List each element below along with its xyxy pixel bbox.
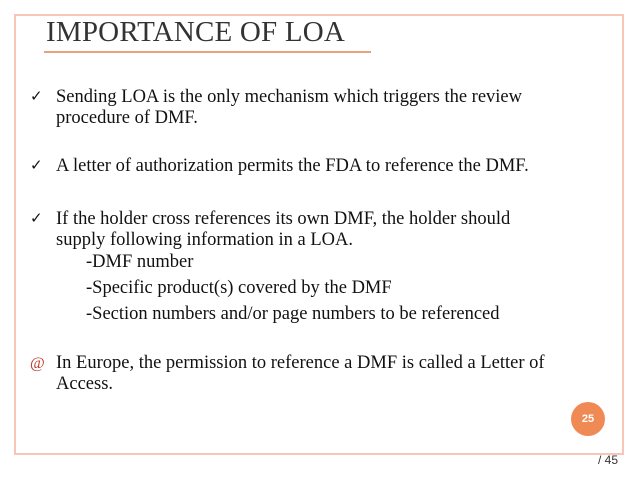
checkmark-icon: ✓	[30, 211, 43, 227]
sub-item-dmf-number: -DMF number	[86, 252, 194, 272]
sub-item-specific-products: -Specific product(s) covered by the DMF	[86, 278, 392, 298]
bullet-2-line-1: A letter of authorization permits the FDA to reference the DMF.	[56, 156, 529, 176]
sub-item-section-numbers: -Section numbers and/or page numbers to be referenced	[86, 304, 500, 324]
bullet-1-line-2: procedure of DMF.	[56, 108, 198, 128]
bullet-3-line-2: supply following information in a LOA.	[56, 230, 353, 250]
title-underline	[44, 51, 371, 53]
checkmark-icon: ✓	[30, 158, 43, 174]
bullet-4-line-1: In Europe, the permission to reference a DMF is called a Letter of	[56, 353, 545, 373]
swirl-bullet-icon: @	[30, 355, 45, 372]
checkmark-icon: ✓	[30, 89, 43, 105]
bullet-3-line-1: If the holder cross references its own DMF, the holder should	[56, 209, 511, 229]
slide-number-badge: 25	[571, 402, 605, 436]
bullet-1-line-1: Sending LOA is the only mechanism which triggers the review	[56, 87, 523, 107]
bullet-4-line-2: Access.	[56, 374, 114, 394]
slide-title: IMPORTANCE OF LOA	[46, 16, 346, 48]
page-total: / 45	[598, 453, 619, 467]
